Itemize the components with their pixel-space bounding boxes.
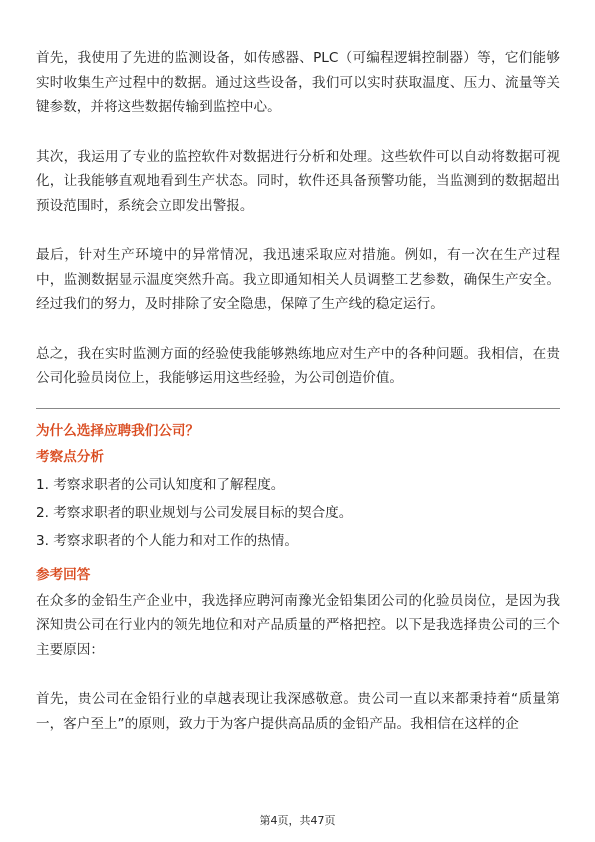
question-title: 为什么选择应聘我们公司？ <box>36 422 200 439</box>
paragraph-abnormal-response: 最后，针对生产环境中的异常情况，我迅速采取应对措施。例如，有一次在生产过程中，监测数据显示温度突然升高。我立即通知相关人员调整工艺参数，确保生产安全。经过我们的努力，及时排除了安全隐患，保障了生产线的稳定运行。 <box>36 247 560 312</box>
paragraph-gap <box>36 662 560 687</box>
answer-paragraph-intro: 在众多的金铅生产企业中，我选择应聘河南豫光金铅集团公司的化验员岗位，是因为我深知贵公司在行业内的领先地位和对产品质量的严格把控。以下是我选择贵公司的三个主要原因： <box>36 592 560 658</box>
answer-heading: 参考回答 <box>36 566 91 583</box>
paragraph-monitoring-equipment: 首先，我使用了先进的监测设备，如传感器、PLC（可编程逻辑控制器）等，它们能够实时收集生产过程中的数据。通过这些设备，我们可以实时获取温度、压力、流量等关键参数，并将这些数据传输到监控中心。 <box>36 50 560 115</box>
paragraph-gap <box>36 218 560 243</box>
paragraph-monitoring-software: 其次，我运用了专业的监控软件对数据进行分析和处理。这些软件可以自动将数据可视化，让我能够直观地看到生产状态。同时，软件还具备预警功能，当监测到的数据超出预设范围时，系统会立即发出警报。 <box>36 148 560 214</box>
answer-paragraph-first-reason: 首先，贵公司在金铅行业的卓越表现让我深感敬意。贵公司一直以来都秉持着“质量第一，客户至上”的原则，致力于为客户提供高品质的金铅产品。我相信在这样的企 <box>36 691 560 732</box>
analysis-item: 3. 考察求职者的个人能力和对工作的热情。 <box>36 532 298 549</box>
paragraph-summary: 总之，我在实时监测方面的经验使我能够熟练地应对生产中的各种问题。我相信，在贵公司化验员岗位上，我能够运用这些经验，为公司创造价值。 <box>36 345 560 386</box>
analysis-item: 1. 考察求职者的公司认知度和了解程度。 <box>36 476 285 493</box>
analysis-item: 2. 考察求职者的职业规划与公司发展目标的契合度。 <box>36 504 353 521</box>
paragraph-gap <box>36 317 560 342</box>
page-number-footer: 第4页，共47页 <box>259 814 336 827</box>
analysis-heading: 考察点分析 <box>36 448 104 465</box>
document-page <box>36 46 560 736</box>
section-divider <box>36 408 560 409</box>
paragraph-gap <box>36 120 560 145</box>
